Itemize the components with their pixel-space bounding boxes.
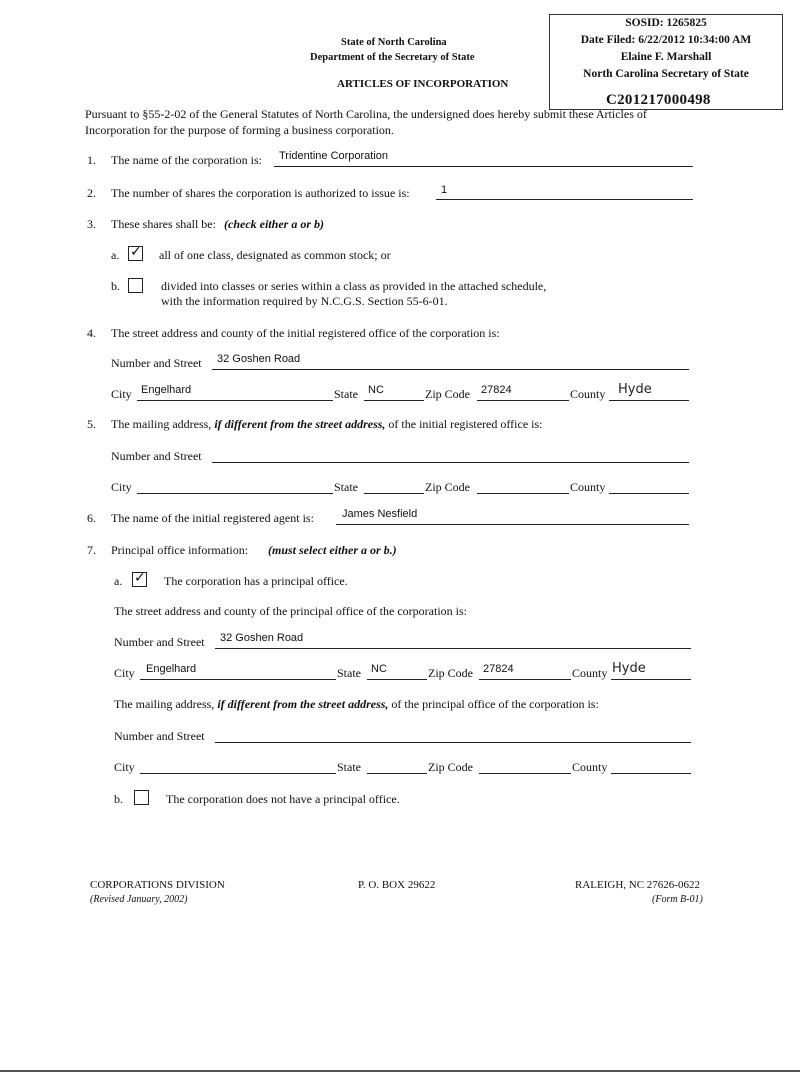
reg-state-label: State bbox=[334, 387, 358, 401]
item-7b-letter: b. bbox=[114, 792, 123, 806]
prin-mail-county-label: County bbox=[572, 760, 608, 774]
reg-county-value: Hyde bbox=[618, 382, 652, 397]
footer-revised: (Revised January, 2002) bbox=[90, 894, 188, 905]
item-2-label: The number of shares the corporation is authorized to issue is: bbox=[111, 186, 410, 200]
prin-county-label: County bbox=[572, 666, 608, 680]
item-6-number: 6. bbox=[87, 511, 96, 525]
item-3-number: 3. bbox=[87, 217, 96, 231]
corporation-name-value: Tridentine Corporation bbox=[279, 150, 389, 162]
mail-zip-label: Zip Code bbox=[425, 480, 470, 494]
item-5-number: 5. bbox=[87, 417, 96, 431]
stamp-doc-number: C201217000498 bbox=[606, 92, 711, 108]
prin-mail-state-line bbox=[367, 773, 427, 774]
item-6-line bbox=[336, 524, 689, 525]
stamp-sosid: SOSID: 1265825 bbox=[625, 17, 707, 29]
intro-line-2: Incorporation for the purpose of forming a business corporation. bbox=[85, 123, 394, 137]
mail-state-line bbox=[364, 493, 424, 494]
mail-county-line bbox=[609, 493, 689, 494]
prin-street-value: 32 Goshen Road bbox=[220, 632, 304, 644]
prin-city-line bbox=[140, 679, 336, 680]
footer-pobox: P. O. BOX 29622 bbox=[358, 879, 436, 891]
reg-state-value: NC bbox=[368, 384, 384, 396]
classes-series-checkbox[interactable] bbox=[128, 278, 143, 293]
item-5-label bbox=[111, 417, 542, 432]
prin-street-label: Number and Street bbox=[114, 635, 205, 649]
item-7-label: Principal office information: bbox=[111, 543, 249, 557]
item-5-emph: if different from the street address, bbox=[214, 417, 386, 431]
prin-mail-county-line bbox=[611, 773, 691, 774]
footer-form: (Form B-01) bbox=[652, 894, 703, 905]
no-principal-office-checkbox[interactable] bbox=[134, 790, 149, 805]
prin-mail-zip-line bbox=[479, 773, 571, 774]
item-3a-text: all of one class, designated as common stock; or bbox=[159, 248, 391, 262]
intro-line-1: Pursuant to §55-2-02 of the General Statutes of North Carolina, the undersigned does hereby submit these Articles of bbox=[85, 107, 647, 121]
prin-county-line bbox=[611, 679, 691, 680]
reg-state-line bbox=[364, 400, 424, 401]
item-1-number: 1. bbox=[87, 153, 96, 167]
item-7-mail-label bbox=[114, 697, 599, 712]
reg-street-label: Number and Street bbox=[111, 356, 202, 370]
reg-city-value: Engelhard bbox=[141, 384, 192, 396]
header-department: Department of the Secretary of State bbox=[310, 52, 475, 63]
prin-state-value: NC bbox=[371, 663, 387, 675]
item-7-mail-post: of the principal office of the corporation is: bbox=[391, 697, 599, 711]
shares-value: 1 bbox=[441, 184, 448, 196]
item-4-number: 4. bbox=[87, 326, 96, 340]
reg-city-label: City bbox=[111, 387, 132, 401]
item-3b-text-2: with the information required by N.C.G.S. Section 55-6-01. bbox=[161, 294, 448, 308]
agent-name-value: James Nesfield bbox=[342, 508, 418, 520]
reg-zip-value: 27824 bbox=[481, 384, 512, 396]
prin-mail-city-line bbox=[140, 773, 336, 774]
prin-city-value: Engelhard bbox=[146, 663, 197, 675]
item-5-pre: The mailing address, bbox=[111, 417, 212, 431]
item-7a-letter: a. bbox=[114, 574, 123, 588]
has-principal-office-checkbox[interactable] bbox=[132, 572, 147, 587]
reg-city-line bbox=[137, 400, 333, 401]
item-7b-text: The corporation does not have a principal office. bbox=[166, 792, 400, 806]
item-3b-text-1: divided into classes or series within a class as provided in the attached schedule, bbox=[161, 279, 547, 293]
prin-state-line bbox=[367, 679, 427, 680]
common-stock-checkbox[interactable] bbox=[128, 246, 143, 261]
prin-zip-line bbox=[479, 679, 571, 680]
reg-street-value: 32 Goshen Road bbox=[217, 353, 301, 365]
item-3-hint: (check either a or b) bbox=[224, 217, 324, 231]
item-7-number: 7. bbox=[87, 543, 96, 557]
prin-city-label: City bbox=[114, 666, 135, 680]
header-state: State of North Carolina bbox=[341, 37, 447, 48]
reg-zip-label: Zip Code bbox=[425, 387, 470, 401]
item-7-hint: (must select either a or b.) bbox=[268, 543, 397, 557]
prin-mail-city-label: City bbox=[114, 760, 135, 774]
check-icon: ✓ bbox=[130, 244, 142, 260]
prin-street-line bbox=[215, 648, 691, 649]
mail-zip-line bbox=[477, 493, 569, 494]
prin-zip-label: Zip Code bbox=[428, 666, 473, 680]
page-bottom-edge bbox=[0, 1070, 800, 1072]
prin-state-label: State bbox=[337, 666, 361, 680]
mail-city-label: City bbox=[111, 480, 132, 494]
reg-county-label: County bbox=[570, 387, 606, 401]
mail-street-line bbox=[212, 462, 689, 463]
page-title: ARTICLES OF INCORPORATION bbox=[337, 78, 509, 90]
item-7a-text: The corporation has a principal office. bbox=[164, 574, 348, 588]
item-5-post: of the initial registered office is: bbox=[388, 417, 543, 431]
mail-street-label: Number and Street bbox=[111, 449, 202, 463]
stamp-name: Elaine F. Marshall bbox=[620, 51, 712, 63]
item-3b-letter: b. bbox=[111, 279, 120, 293]
mail-county-label: County bbox=[570, 480, 606, 494]
item-2-number: 2. bbox=[87, 186, 96, 200]
item-4-label: The street address and county of the initial registered office of the corporation is: bbox=[111, 326, 500, 340]
item-7-mail-emph: if different from the street address, bbox=[217, 697, 389, 711]
mail-state-label: State bbox=[334, 480, 358, 494]
prin-mail-zip-label: Zip Code bbox=[428, 760, 473, 774]
footer-division: CORPORATIONS DIVISION bbox=[90, 879, 225, 891]
prin-mail-street-label: Number and Street bbox=[114, 729, 205, 743]
item-7-street-intro: The street address and county of the principal office of the corporation is: bbox=[114, 604, 467, 618]
check-icon: ✓ bbox=[134, 570, 146, 586]
prin-mail-street-line bbox=[215, 742, 691, 743]
item-1-line bbox=[274, 166, 693, 167]
prin-county-value: Hyde bbox=[612, 661, 646, 676]
item-7-mail-pre: The mailing address, bbox=[114, 697, 215, 711]
stamp-office: North Carolina Secretary of State bbox=[583, 68, 749, 80]
item-2-line bbox=[436, 199, 693, 200]
stamp-date-filed: Date Filed: 6/22/2012 10:34:00 AM bbox=[580, 34, 752, 46]
footer-city: RALEIGH, NC 27626-0622 bbox=[575, 879, 700, 891]
item-3-label: These shares shall be: bbox=[111, 217, 216, 231]
prin-zip-value: 27824 bbox=[483, 663, 514, 675]
reg-street-line bbox=[212, 369, 689, 370]
reg-county-line bbox=[609, 400, 689, 401]
reg-zip-line bbox=[477, 400, 569, 401]
item-3a-letter: a. bbox=[111, 248, 120, 262]
item-6-label: The name of the initial registered agent is: bbox=[111, 511, 314, 525]
mail-city-line bbox=[137, 493, 333, 494]
prin-mail-state-label: State bbox=[337, 760, 361, 774]
item-1-label: The name of the corporation is: bbox=[111, 153, 262, 167]
